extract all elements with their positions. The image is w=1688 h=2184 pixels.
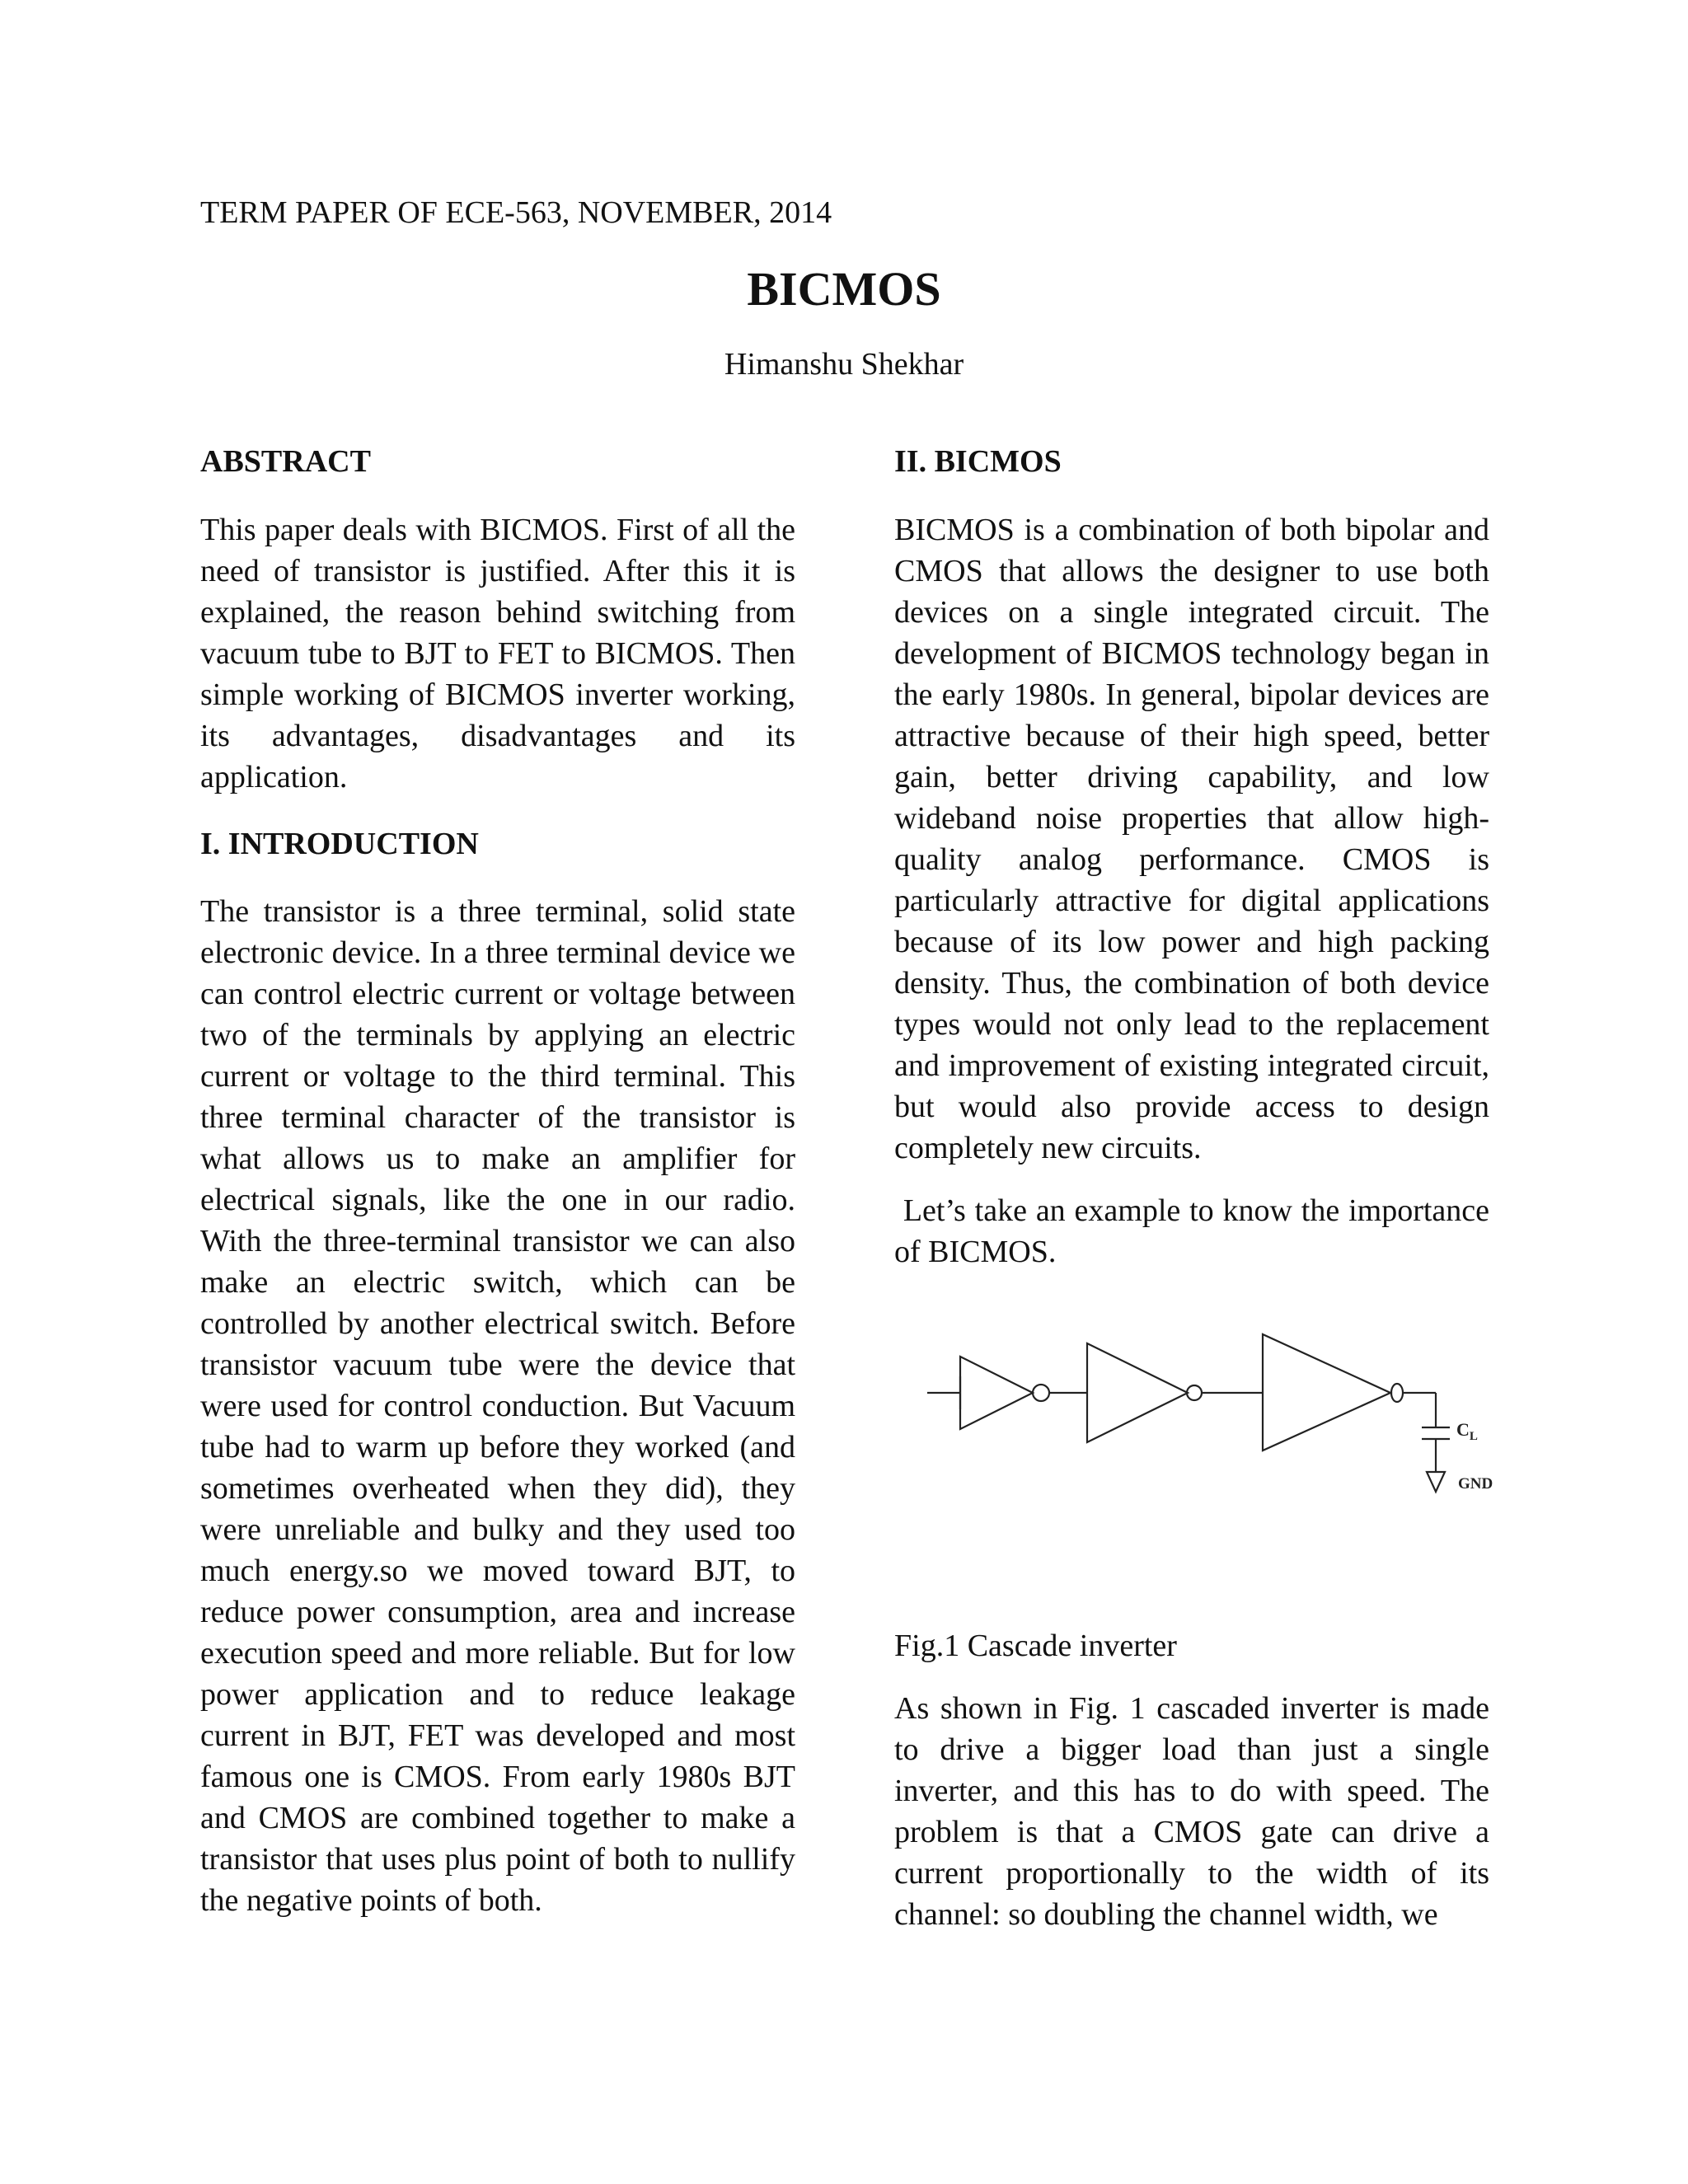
running-header: TERM PAPER OF ECE-563, NOVEMBER, 2014 bbox=[200, 195, 832, 230]
abstract-heading: ABSTRACT bbox=[200, 444, 371, 479]
bicmos-paragraph-1: BICMOS is a combination of both bipolar and CMOS that allows the designer to use both devices on a single integrated circuit. The development of BICMOS technology began in the early 1980s. In general, bipolar devices are attractive because of their high speed, better gain, better driving capability, and low wideband noise properties that allow high-quality analog performance. CMOS is particularly attractive for digital applications because of its low power and high packing density. Thus, the combination of both device types would not only lead to the replacement and improvement of existing integrated circuit, but would also provide access to design completely new circuits. bbox=[894, 512, 1489, 1165]
bicmos-paragraph-2: Let’s take an example to know the importance of BICMOS. bbox=[894, 1193, 1489, 1269]
bicmos-heading: II. BICMOS bbox=[894, 444, 1062, 479]
inverter-3-bubble bbox=[1391, 1384, 1403, 1402]
left-column bbox=[200, 443, 795, 1921]
paper-title: BICMOS bbox=[747, 262, 941, 316]
inverter-3 bbox=[1263, 1334, 1390, 1451]
cascade-inverter-diagram bbox=[894, 1330, 1493, 1536]
cl-label: $C_L$ bbox=[1456, 1418, 1478, 1443]
introduction-heading: I. INTRODUCTION bbox=[200, 826, 479, 861]
gnd-label: GND bbox=[1458, 1474, 1493, 1493]
bicmos-paragraph-3: As shown in Fig. 1 cascaded inverter is made to drive a bigger load than just a single inverter, and this has to do with speed. The problem is that a CMOS gate can drive a current proportionally to the width of its channel: so doubling the channel width, we bbox=[894, 1690, 1489, 1932]
ground-icon bbox=[1427, 1472, 1445, 1492]
inverter-2 bbox=[1087, 1343, 1188, 1442]
abstract-text: This paper deals with BICMOS. First of all the need of transistor is justified. After this it is explained, the reason behind switching from vacuum tube to BJT to FET to BICMOS. Then simple working of BICMOS inverter working, its advantages, disadvantages and its application. bbox=[200, 512, 795, 794]
figure-caption: Fig.1 Cascade inverter bbox=[894, 1628, 1177, 1663]
cascade-inverter-figure bbox=[894, 1330, 1493, 1536]
inverter-1-bubble bbox=[1033, 1385, 1049, 1401]
inverter-1 bbox=[960, 1357, 1033, 1429]
introduction-text: The transistor is a three terminal, solid state electronic device. In a three terminal device we can control electric current or voltage between two of the terminals by applying an electric current or voltage to the third terminal. This three terminal character of the transistor is what allows us to make an amplifier for electrical signals, like the one in our radio. With the three-terminal transistor we can also make an electric switch, which can be controlled by another electrical switch. Before transistor vacuum tube were the device that were used for control conduction. But Vacuum tube had to warm up before they worked (and sometimes overheated when they did), they were unreliable and bulky and they used too much energy.so we moved toward BJT, to reduce power consumption, area and increase execution speed and more reliable. But for low power application and to reduce leakage current in BJT, FET was developed and most famous one is CMOS. From early 1980s BJT and CMOS are combined together to make a transistor that uses plus point of both to nullify the negative points of both. bbox=[200, 894, 795, 1919]
right-column bbox=[894, 443, 1493, 1935]
author-name: Himanshu Shekhar bbox=[724, 347, 964, 382]
